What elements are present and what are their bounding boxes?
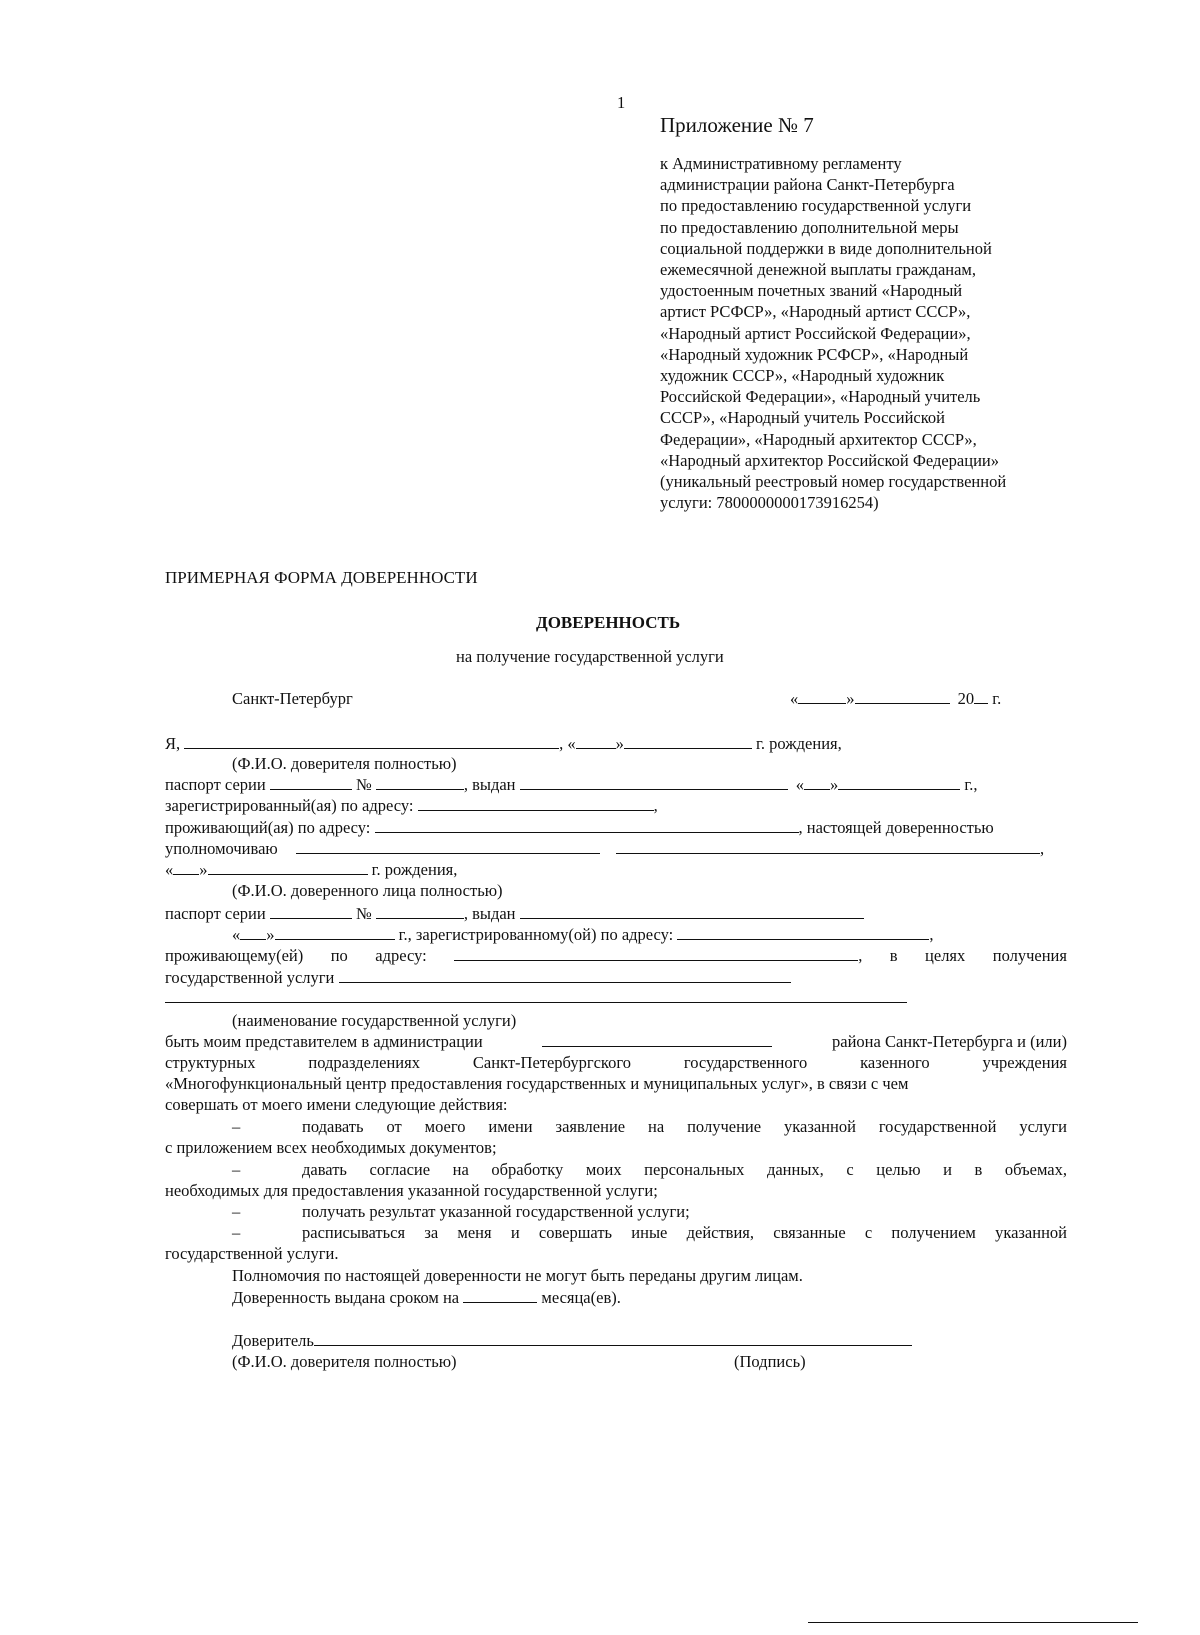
bullet-3-text: получать результат указанной государственной услуги; — [302, 1202, 690, 1221]
service-line — [165, 967, 791, 988]
appendix-line: Российской Федерации», «Народный учитель — [660, 387, 981, 407]
agent-birth-month-field[interactable] — [208, 859, 368, 875]
agent-year-registered-label: г., зарегистрированному(ой) по адресу: — [398, 925, 674, 944]
agent-number-sign: № — [355, 904, 372, 923]
principal-registered-line — [165, 795, 658, 816]
date-quote-open: « — [790, 689, 799, 708]
agent-issue-month-field[interactable] — [275, 924, 395, 940]
bullet-2-first: давать согласие на обработку моих персональных данных, с целью и в объемах, — [302, 1160, 1067, 1179]
signature-sign-caption: (Подпись) — [734, 1352, 806, 1371]
number-sign: № — [355, 775, 372, 794]
appendix-line: к Административному регламенту — [660, 154, 902, 173]
appendix-line: (уникальный реестровый номер государственной — [660, 472, 1007, 492]
bullet-1-first: подавать от моего имени заявление на получение указанной государственной услуги — [302, 1117, 1067, 1136]
agent-quote-open: « — [165, 860, 174, 879]
agent-registered-line — [232, 924, 934, 945]
principal-birth-day-field[interactable] — [576, 733, 616, 749]
appendix-line: «Народный артист Российской Федерации», — [660, 323, 971, 343]
agent-residing-address-field[interactable] — [454, 945, 858, 961]
appendix-line: по предоставлению дополнительной меры — [660, 217, 959, 237]
residing-dative-2: по — [330, 946, 348, 965]
term-end: месяца(ев). — [541, 1288, 621, 1307]
body-line-3: «Многофункциональный центр предоставления государственных и муниципальных услуг», в связи с чем — [165, 1074, 909, 1093]
no-transfer-text: Полномочия по настоящей доверенности не могут быть переданы другим лицам. — [232, 1266, 803, 1285]
appendix-title: Приложение № 7 — [660, 113, 814, 137]
administration-field[interactable] — [542, 1031, 772, 1047]
signature-line — [232, 1330, 912, 1351]
agent-passport-number-field[interactable] — [376, 903, 464, 919]
form-heading: ПРИМЕРНАЯ ФОРМА ДОВЕРЕННОСТИ — [165, 568, 478, 587]
ya-label: Я, — [165, 734, 181, 753]
date-month-field[interactable] — [855, 688, 950, 704]
agent-quote-close: » — [199, 860, 208, 879]
residing-dative-1: проживающему(ей) — [165, 946, 304, 965]
place: Санкт-Петербург — [232, 689, 353, 708]
principal-issued-by-field[interactable] — [520, 774, 788, 790]
principal-passport-number-field[interactable] — [376, 774, 464, 790]
page-number: 1 — [617, 93, 626, 112]
date-line — [790, 688, 1001, 709]
bullet-2-dash: – — [232, 1160, 241, 1179]
agent-passport-series-label: паспорт серии — [165, 904, 266, 923]
registered-label: зарегистрированный(ая) по адресу: — [165, 796, 414, 815]
body-line-4: совершать от моего имени следующие действия: — [165, 1095, 508, 1114]
birth-label: г. рождения, — [756, 734, 842, 753]
signature-field[interactable] — [314, 1330, 912, 1346]
service-caption: (наименование государственной услуги) — [232, 1011, 517, 1030]
appendix-line: удостоенным почетных званий «Народный — [660, 281, 963, 301]
date-quote-close: » — [846, 689, 855, 708]
body-line-1 — [165, 1031, 1067, 1052]
date-year-prefix: 20 — [957, 689, 975, 708]
passport-series-label: паспорт серии — [165, 775, 266, 794]
date-year-field[interactable] — [974, 688, 988, 704]
appendix-line: услуги: 7800000000173916254) — [660, 493, 879, 513]
authorize-label: уполномочиваю — [165, 839, 278, 858]
body-line-1-start: быть моим представителем в администрации — [165, 1032, 483, 1051]
purpose-3: получения — [992, 946, 1067, 965]
date-day-field[interactable] — [798, 688, 846, 704]
principal-residing-address-field[interactable] — [375, 817, 799, 833]
principal-issue-day-field[interactable] — [804, 774, 830, 790]
service-name-field-1[interactable] — [339, 967, 791, 983]
term-months-field[interactable] — [463, 1287, 537, 1303]
principal-name-field[interactable] — [184, 733, 559, 749]
this-poa-label: , настоящей доверенностью — [798, 818, 994, 837]
appendix-line: художник СССР», «Народный художник — [660, 366, 945, 386]
appendix-line: «Народный архитектор Российской Федерации» — [660, 450, 999, 470]
principal-passport-line — [165, 774, 978, 795]
document-title: ДОВЕРЕННОСТЬ — [536, 613, 681, 632]
agent-issued-label: , выдан — [463, 904, 516, 923]
agent-caption: (Ф.И.О. доверенного лица полностью) — [232, 881, 503, 900]
agent-issue-quote-open: « — [232, 925, 241, 944]
agent-passport-line — [165, 903, 864, 924]
bottom-rule — [808, 1622, 1138, 1623]
principal-birth-month-field[interactable] — [624, 733, 752, 749]
appendix-line: ежемесячной денежной выплаты гражданам, — [660, 260, 976, 280]
issued-label: , выдан — [463, 775, 516, 794]
appendix-line: СССР», «Народный учитель Российской — [660, 408, 945, 428]
quote-open: « — [795, 775, 804, 794]
term-line — [232, 1287, 621, 1308]
bullet-1-dash: – — [232, 1117, 241, 1136]
purpose-1: в — [889, 946, 898, 965]
residing-dative-3: адресу: — [375, 946, 427, 965]
authorize-line — [165, 838, 1044, 859]
birth-quote-close: » — [615, 734, 624, 753]
agent-birth-label: г. рождения, — [371, 860, 458, 879]
appendix-line: администрации района Санкт-Петербурга — [660, 175, 955, 195]
principal-registered-address-field[interactable] — [418, 795, 654, 811]
agent-issued-by-field[interactable] — [520, 903, 864, 919]
signature-name-caption: (Ф.И.О. доверителя полностью) — [232, 1352, 457, 1371]
appendix-line: по предоставлению государственной услуги — [660, 196, 972, 216]
service-name-field-2[interactable] — [165, 1002, 907, 1003]
residing-label: проживающий(ая) по адресу: — [165, 818, 371, 837]
agent-residing-line: проживающему(ей) по адресу: , в целях получения — [165, 946, 1067, 965]
bullet-2-rest: необходимых для предоставления указанной государственной услуги; — [165, 1181, 658, 1200]
agent-issue-quote-close: » — [266, 925, 275, 944]
bullet-1-rest: с приложением всех необходимых документов; — [165, 1138, 497, 1157]
date-year-suffix: г. — [992, 689, 1002, 708]
quote-close: » — [830, 775, 839, 794]
gov-service-label: государственной услуги — [165, 968, 335, 987]
principal-issue-month-field[interactable] — [838, 774, 960, 790]
agent-issue-day-field[interactable] — [240, 924, 266, 940]
principal-line — [165, 733, 842, 754]
appendix-line: артист РСФСР», «Народный артист СССР», — [660, 302, 971, 322]
principal-label: Доверитель — [232, 1331, 314, 1350]
body-line-2: структурных подразделениях Санкт-Петербургского государственного казенного учреждения — [165, 1053, 1067, 1072]
purpose-2: целях — [925, 946, 966, 965]
principal-passport-series-field[interactable] — [270, 774, 352, 790]
year-short: г., — [964, 775, 978, 794]
principal-caption: (Ф.И.О. доверителя полностью) — [232, 754, 457, 773]
agent-name-field-1[interactable] — [296, 838, 600, 854]
document-subtitle: на получение государственной услуги — [456, 647, 724, 666]
comma-3: , — [929, 925, 934, 944]
appendix-line: «Народный художник РСФСР», «Народный — [660, 344, 969, 364]
bullet-4-first: расписываться за меня и совершать иные действия, связанные с получением указанной — [302, 1223, 1067, 1242]
agent-name-field-2[interactable] — [616, 838, 1040, 854]
bullet-4-rest: государственной услуги. — [165, 1244, 339, 1263]
principal-residing-line — [165, 817, 994, 838]
appendix-line: Федерации», «Народный архитектор СССР», — [660, 429, 977, 449]
bullet-3-dash: – — [232, 1202, 241, 1221]
comma: , — [653, 796, 658, 815]
agent-birth-day-field[interactable] — [173, 859, 199, 875]
appendix-line: социальной поддержки в виде дополнительной — [660, 238, 992, 258]
comma-2: , — [1039, 839, 1045, 858]
agent-passport-series-field[interactable] — [270, 903, 352, 919]
term-start: Доверенность выдана сроком на — [232, 1288, 460, 1307]
birth-quote-open: , « — [559, 734, 576, 753]
bullet-4-dash: – — [232, 1223, 241, 1242]
agent-birth-line — [165, 859, 457, 880]
appendix-description — [660, 153, 1080, 513]
agent-registered-address-field[interactable] — [677, 924, 929, 940]
body-line-1-end: района Санкт-Петербурга и (или) — [832, 1032, 1067, 1051]
